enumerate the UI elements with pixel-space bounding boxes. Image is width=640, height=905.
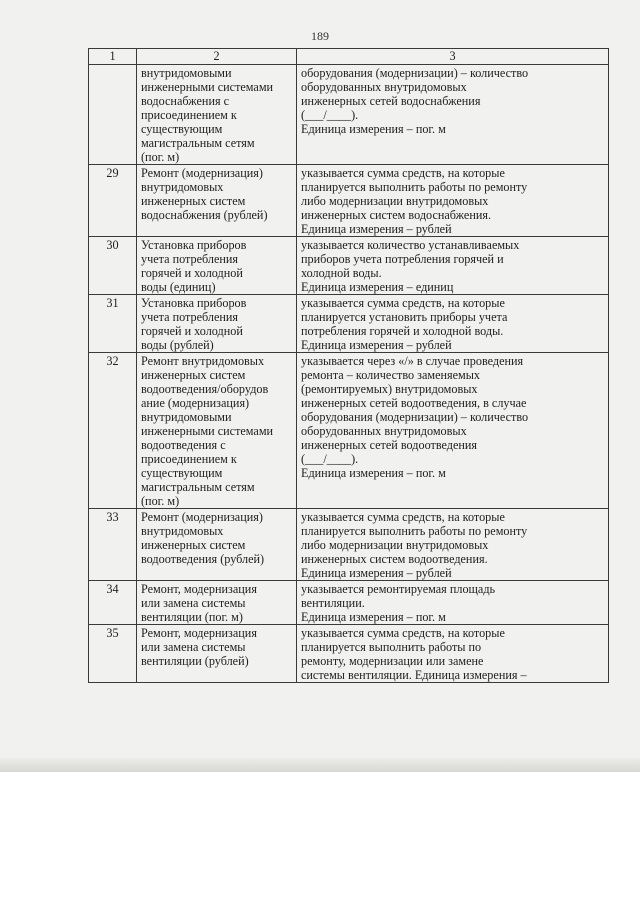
indicator-description-line: (ремонтируемых) внутридомовых <box>301 382 478 396</box>
indicator-description-line: системы вентиляции. Единица измерения – <box>301 668 527 682</box>
indicator-name-line: Установка приборов <box>141 296 247 310</box>
indicator-name-line: Установка приборов <box>141 238 247 252</box>
indicator-description-line: Единица измерения – рублей <box>301 338 452 352</box>
indicator-description-line: инженерных систем водоотведения. <box>301 552 488 566</box>
table-row <box>89 625 609 683</box>
indicator-description-line: холодной воды. <box>301 266 382 280</box>
indicator-name-line: Ремонт внутридомовых <box>141 354 265 368</box>
indicator-name-line: присоединением к <box>141 452 237 466</box>
indicator-name-line: водоснабжения (рублей) <box>141 208 268 222</box>
indicator-name-line: горячей и холодной <box>141 266 243 280</box>
indicator-name-line: горячей и холодной <box>141 324 243 338</box>
indicator-description-line: указывается сумма средств, на которые <box>301 626 505 640</box>
indicator-description-line: указывается ремонтируемая площадь <box>301 582 496 596</box>
indicator-name-line: инженерными системами <box>141 424 274 438</box>
indicator-name-line: инженерных систем <box>141 368 246 382</box>
indicator-description <box>297 165 609 237</box>
indicator-name-line: или замена системы <box>141 596 246 610</box>
indicator-description-line: указывается сумма средств, на которые <box>301 296 505 310</box>
indicator-name <box>137 65 297 165</box>
table-row <box>89 65 609 165</box>
indicator-description-line: оборудования (модернизации) – количество <box>301 66 529 80</box>
indicator-name-line: Ремонт, модернизация <box>141 626 257 640</box>
indicator-name-line: вентиляции (пог. м) <box>141 610 243 624</box>
indicator-name-line: внутридомовых <box>141 524 224 538</box>
indicator-name-line: магистральным сетям <box>141 136 255 150</box>
indicator-description-line: Единица измерения – рублей <box>301 566 452 580</box>
table-row <box>89 509 609 581</box>
indicator-name-line: инженерными системами <box>141 80 274 94</box>
table-row <box>89 237 609 295</box>
indicator-description-line: Единица измерения – пог. м <box>301 466 446 480</box>
indicator-description-line: (___/____). <box>301 108 359 122</box>
indicator-name-line: воды (единиц) <box>141 280 216 294</box>
table-row <box>89 295 609 353</box>
indicator-description <box>297 295 609 353</box>
indicator-name-line: ание (модернизация) <box>141 396 250 410</box>
indicator-description-line: указывается количество устанавливаемых <box>301 238 520 252</box>
indicator-description-line: инженерных сетей водоснабжения <box>301 94 481 108</box>
indicator-description-line: указывается сумма средств, на которые <box>301 510 505 524</box>
indicator-description-line: оборудованных внутридомовых <box>301 424 467 438</box>
indicator-description <box>297 237 609 295</box>
indicator-description-line: планируется выполнить работы по ремонту <box>301 524 528 538</box>
indicator-description <box>297 625 609 683</box>
indicator-description-line: либо модернизации внутридомовых <box>301 538 489 552</box>
column-header: 2 <box>137 49 297 65</box>
indicator-name-line: вентиляции (рублей) <box>141 654 249 668</box>
indicator-description-line: Единица измерения – пог. м <box>301 610 446 624</box>
row-number: 32 <box>89 353 137 509</box>
indicator-description <box>297 509 609 581</box>
row-number: 31 <box>89 295 137 353</box>
table-row <box>89 581 609 625</box>
indicator-name-line: водоотведения (рублей) <box>141 552 265 566</box>
indicator-name-line: учета потребления <box>141 310 239 324</box>
indicator-name-line: Ремонт (модернизация) <box>141 510 263 524</box>
indicator-name <box>137 295 297 353</box>
row-number: 34 <box>89 581 137 625</box>
indicator-description-line: планируется установить приборы учета <box>301 310 508 324</box>
indicator-name-line: магистральным сетям <box>141 480 255 494</box>
indicator-name-line: Ремонт (модернизация) <box>141 166 263 180</box>
column-header: 1 <box>89 49 137 65</box>
indicator-name-line: присоединением к <box>141 108 237 122</box>
indicator-name <box>137 165 297 237</box>
indicator-description-line: ремонту, модернизации или замене <box>301 654 484 668</box>
indicator-description-line: указывается сумма средств, на которые <box>301 166 505 180</box>
indicator-description <box>297 65 609 165</box>
indicator-description-line: Единица измерения – единиц <box>301 280 454 294</box>
row-number: 30 <box>89 237 137 295</box>
indicator-name <box>137 625 297 683</box>
row-number: 33 <box>89 509 137 581</box>
indicator-name-line: (пог. м) <box>141 150 180 164</box>
indicator-description-line: планируется выполнить работы по <box>301 640 482 654</box>
indicator-description-line: вентиляции. <box>301 596 365 610</box>
row-number: 35 <box>89 625 137 683</box>
indicator-description <box>297 353 609 509</box>
scan-edge <box>0 758 640 772</box>
indicator-name-line: учета потребления <box>141 252 239 266</box>
column-header: 3 <box>297 49 609 65</box>
indicator-description-line: оборудованных внутридомовых <box>301 80 467 94</box>
indicator-name-line: (пог. м) <box>141 494 180 508</box>
table-header-row <box>89 49 609 65</box>
indicator-description-line: приборов учета потребления горячей и <box>301 252 504 266</box>
indicator-name-line: существующим <box>141 122 223 136</box>
indicator-name-line: инженерных систем <box>141 538 246 552</box>
indicator-description-line: Единица измерения – рублей <box>301 222 452 236</box>
indicator-description-line: планируется выполнить работы по ремонту <box>301 180 528 194</box>
indicator-description <box>297 581 609 625</box>
indicator-name-line: водоотведения с <box>141 438 226 452</box>
indicator-description-line: инженерных систем водоснабжения. <box>301 208 492 222</box>
indicator-description-line: Единица измерения – пог. м <box>301 122 446 136</box>
indicator-description-line: либо модернизации внутридомовых <box>301 194 489 208</box>
indicator-description-line: (___/____). <box>301 452 359 466</box>
row-number: 29 <box>89 165 137 237</box>
indicator-name-line: Ремонт, модернизация <box>141 582 257 596</box>
indicator-name <box>137 353 297 509</box>
indicator-name-line: водоотведения/оборудов <box>141 382 269 396</box>
indicator-description-line: инженерных сетей водоотведения <box>301 438 478 452</box>
indicator-name-line: существующим <box>141 466 223 480</box>
indicator-name-line: внутридомовыми <box>141 66 232 80</box>
indicator-description-line: оборудования (модернизации) – количество <box>301 410 529 424</box>
indicator-name <box>137 509 297 581</box>
table-row <box>89 353 609 509</box>
page-number: 189 <box>311 29 329 43</box>
table-row <box>89 165 609 237</box>
indicator-name-line: инженерных систем <box>141 194 246 208</box>
row-number <box>89 65 137 165</box>
indicator-name-line: водоснабжения с <box>141 94 230 108</box>
indicator-name-line: внутридомовых <box>141 180 224 194</box>
indicator-description-line: указывается через «/» в случае проведения <box>301 354 524 368</box>
indicator-description-line: ремонта – количество заменяемых <box>301 368 481 382</box>
indicator-description-line: инженерных сетей водоотведения, в случае <box>301 396 527 410</box>
table-body <box>89 65 609 683</box>
indicator-name-line: внутридомовыми <box>141 410 232 424</box>
indicator-name-line: воды (рублей) <box>141 338 214 352</box>
indicator-name <box>137 581 297 625</box>
document-table <box>88 48 609 683</box>
indicator-name-line: или замена системы <box>141 640 246 654</box>
indicator-name <box>137 237 297 295</box>
indicator-description-line: потребления горячей и холодной воды. <box>301 324 504 338</box>
